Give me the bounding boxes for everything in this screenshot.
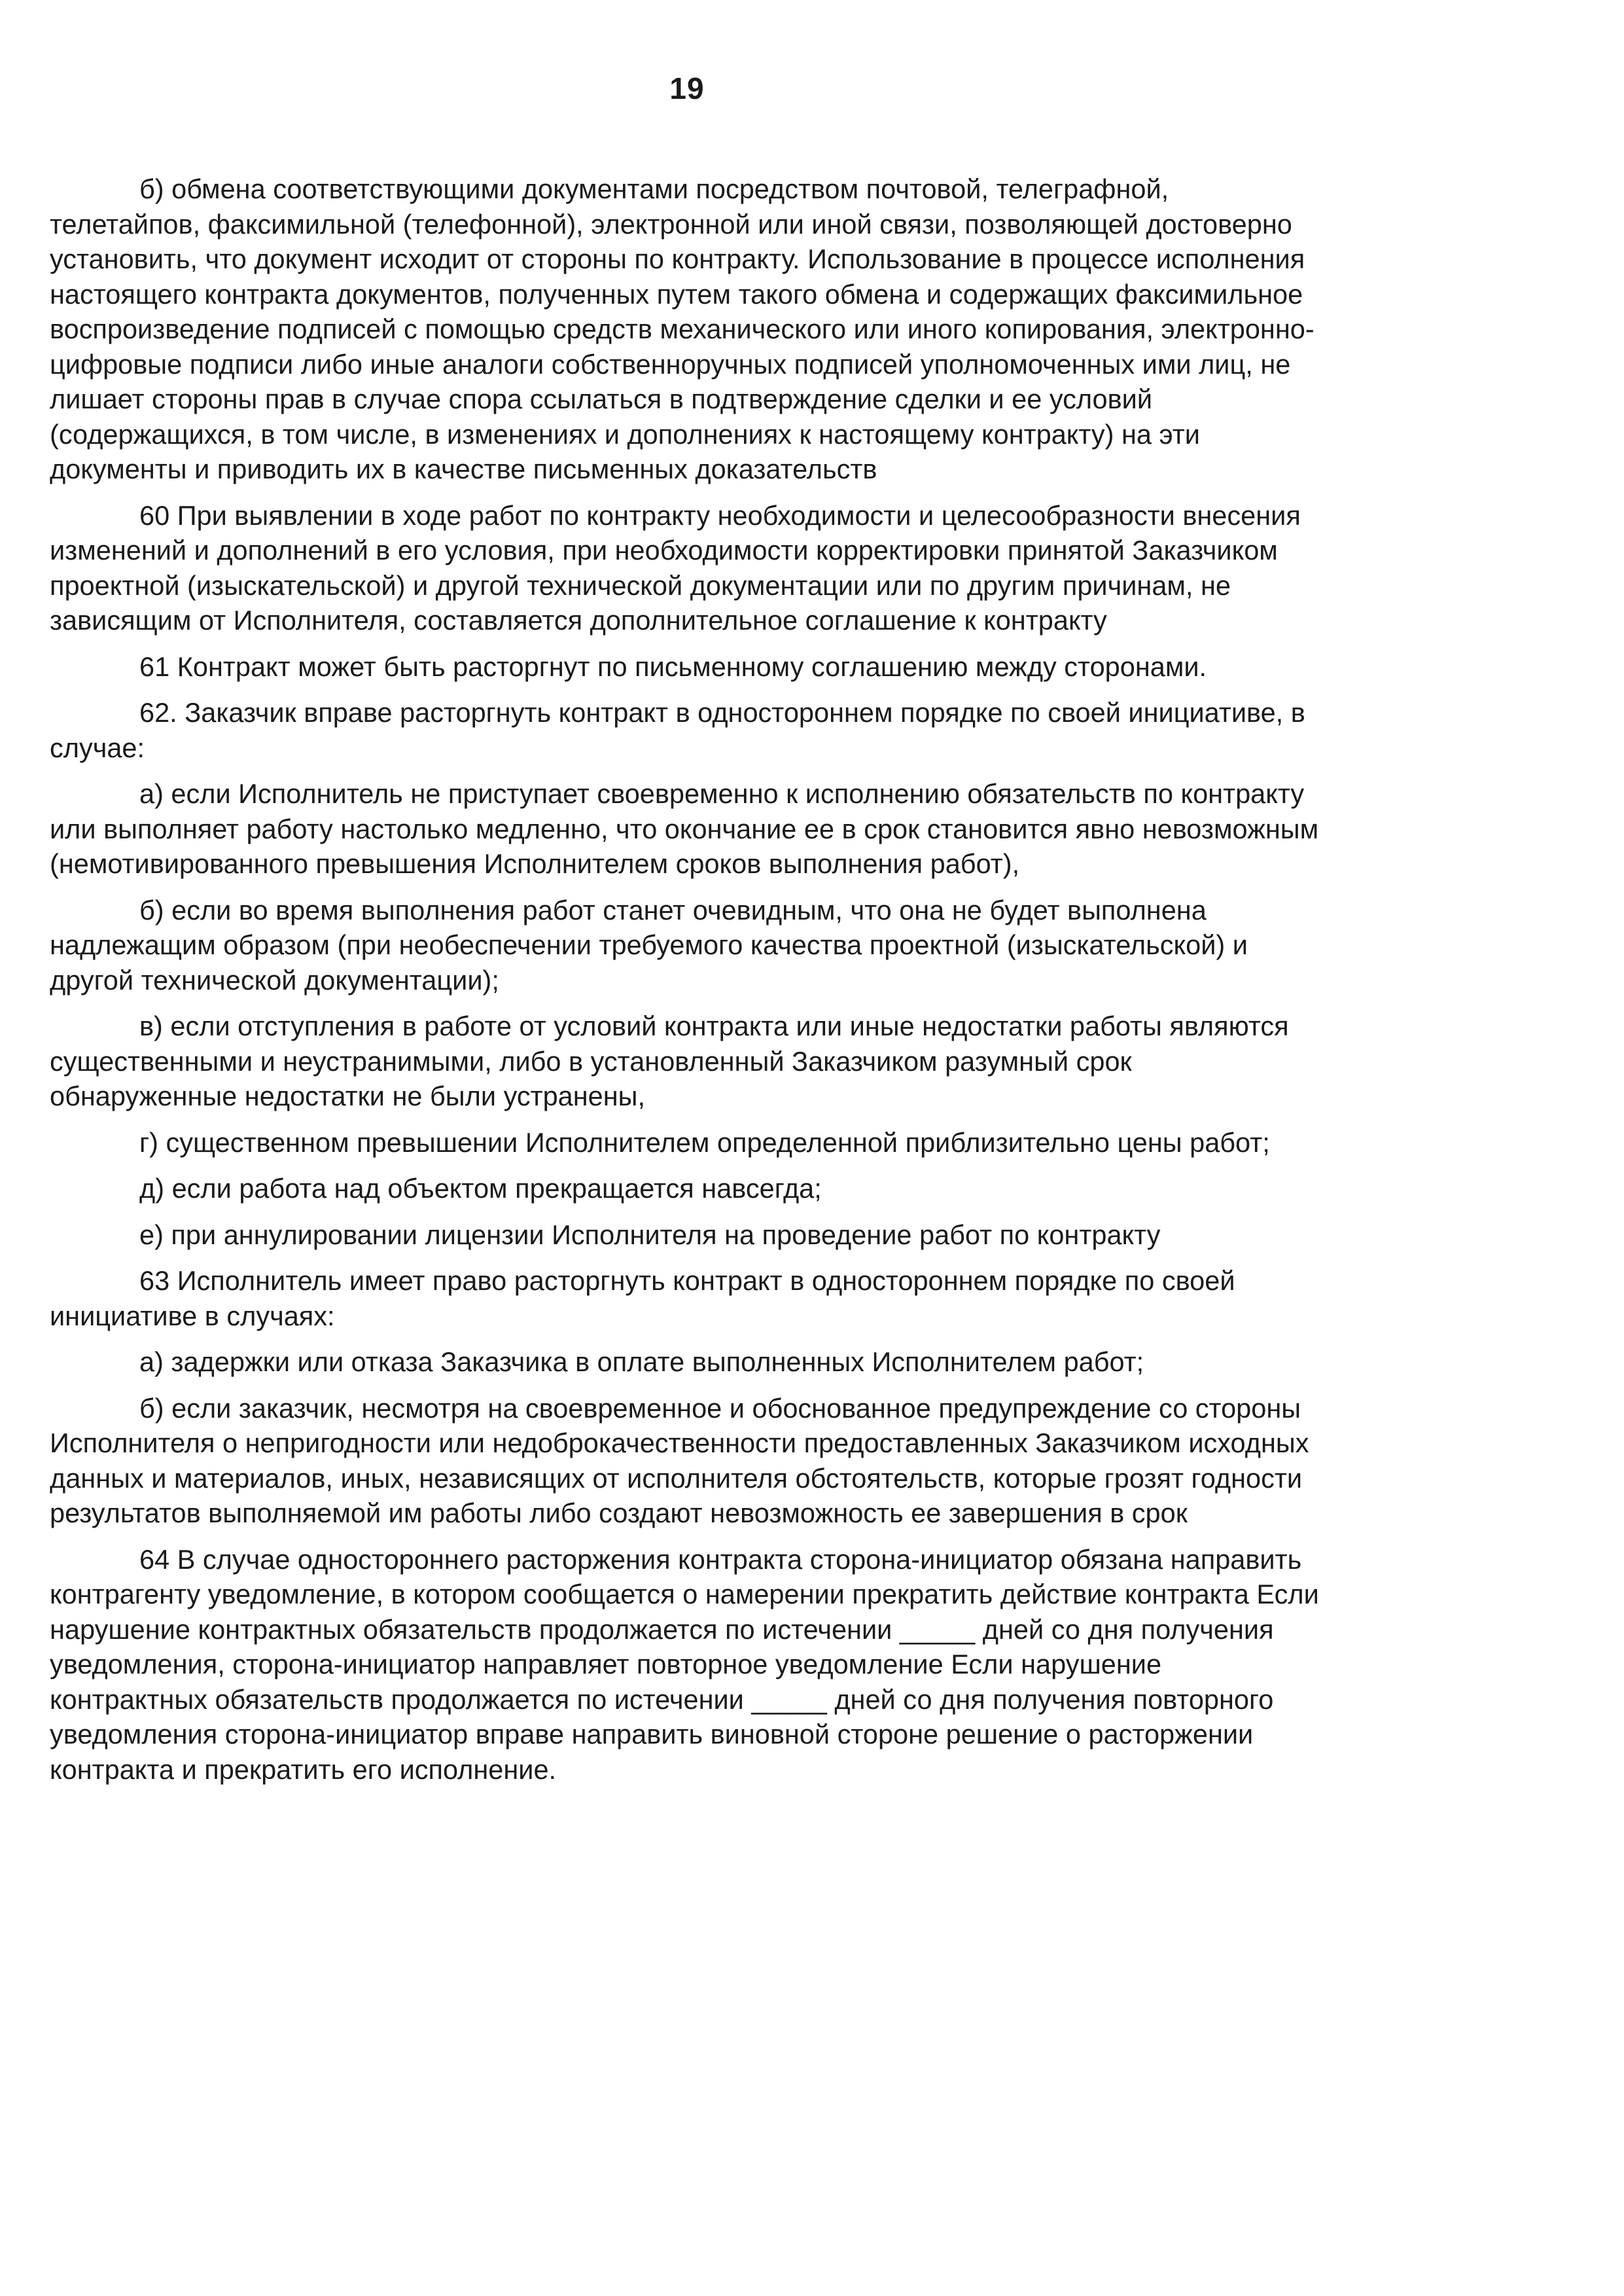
page-number: 19 <box>669 71 705 105</box>
paragraph-62-a: а) если Исполнитель не приступает своевременно к исполнению обязательств по контракту или выполняет работу настолько медленно, что окончание ее в срок становится явно невозможным (немотивированного превышения Исполнителем сроков выполнения работ), <box>50 778 1326 879</box>
paragraph-63-a: а) задержки или отказа Заказчика в оплате выполненных Исполнителем работ; <box>139 1346 1144 1377</box>
paragraph-item-b-exchange: б) обмена соответствующими документами посредством почтовой, телеграфной, телетайпов, факсимильной (телефонной), электронной или иной связи, позволяющей достоверно установить, что документ исходит от стороны по контракту. Использование в процессе исполнения настоящего контракта документов, полученных путем такого обмена и содержащих факсимильное воспроизведение подписей с помощью средств механического или иного копирования, электронно-цифровые подписи либо иные аналоги собственноручных подписей уполномоченных ими лиц, не лишает стороны прав в случае спора ссылаться в подтверждение сделки и ее условий (содержащихся, в том числе, в изменениях и дополнениях к настоящему контракту) на эти документы и приводить их в качестве письменных доказательств <box>50 173 1315 484</box>
paragraph-61: 61 Контракт может быть расторгнут по письменному соглашению между сторонами. <box>139 651 1207 682</box>
document-body <box>50 171 1326 1798</box>
paragraph-62: 62. Заказчик вправе расторгнуть контракт в одностороннем порядке по своей инициативе, в случае: <box>50 697 1313 763</box>
paragraph-60: 60 При выявлении в ходе работ по контракту необходимости и целесообразности внесения изменений и дополнений в его условия, при необходимости корректировки принятой Заказчиком проектной (изыскательской) и другой технической документации или по другим причинам, не зависящим от Исполнителя, составляется дополнительное соглашение к контракту <box>50 499 1309 636</box>
paragraph-62-d: д) если работа над объектом прекращается навсегда; <box>139 1173 822 1204</box>
paragraph-62-e: е) при аннулировании лицензии Исполнителя на проведение работ по контракту <box>139 1219 1161 1250</box>
paragraph-63: 63 Исполнитель имеет право расторгнуть контракт в одностороннем порядке по своей инициативе в случаях: <box>50 1265 1243 1331</box>
paragraph-62-v: в) если отступления в работе от условий контракта или иные недостатки работы являются существенными и неустранимыми, либо в установленный Заказчиком разумный срок обнаруженные недостатки не были устранены, <box>50 1011 1297 1111</box>
paragraph-64: 64 В случае одностороннего расторжения контракта сторона-инициатор обязана направить контрагенту уведомление, в котором сообщается о намерении прекратить действие контракта Если нарушение контрактных обязательств продолжается по истечении _____ дней со дня получения уведомления, сторона-инициатор направляет повторное уведомление Если нарушение контрактных обязательств продолжается по истечении _____ дней со дня получения повторного уведомления сторона-инициатор вправе направить виновной стороне решение о расторжении контракта и прекратить его исполнение. <box>50 1543 1327 1785</box>
paragraph-63-b: б) если заказчик, несмотря на своевременное и обоснованное предупреждение со стороны Исполнителя о непригодности или недоброкачественности предоставленных Заказчиком исходных данных и материалов, иных, независящих от исполнителя обстоятельств, которые грозят годности результатов выполняемой им работы либо создают невозможность ее завершения в срок <box>50 1392 1316 1528</box>
paragraph-62-b: б) если во время выполнения работ станет очевидным, что она не будет выполнена надлежащим образом (при необеспечении требуемого качества проектной (изыскательской) и другой технической документации); <box>50 894 1256 996</box>
paragraph-62-g: г) существенном превышении Исполнителем определенной приблизительно цены работ; <box>139 1126 1270 1158</box>
